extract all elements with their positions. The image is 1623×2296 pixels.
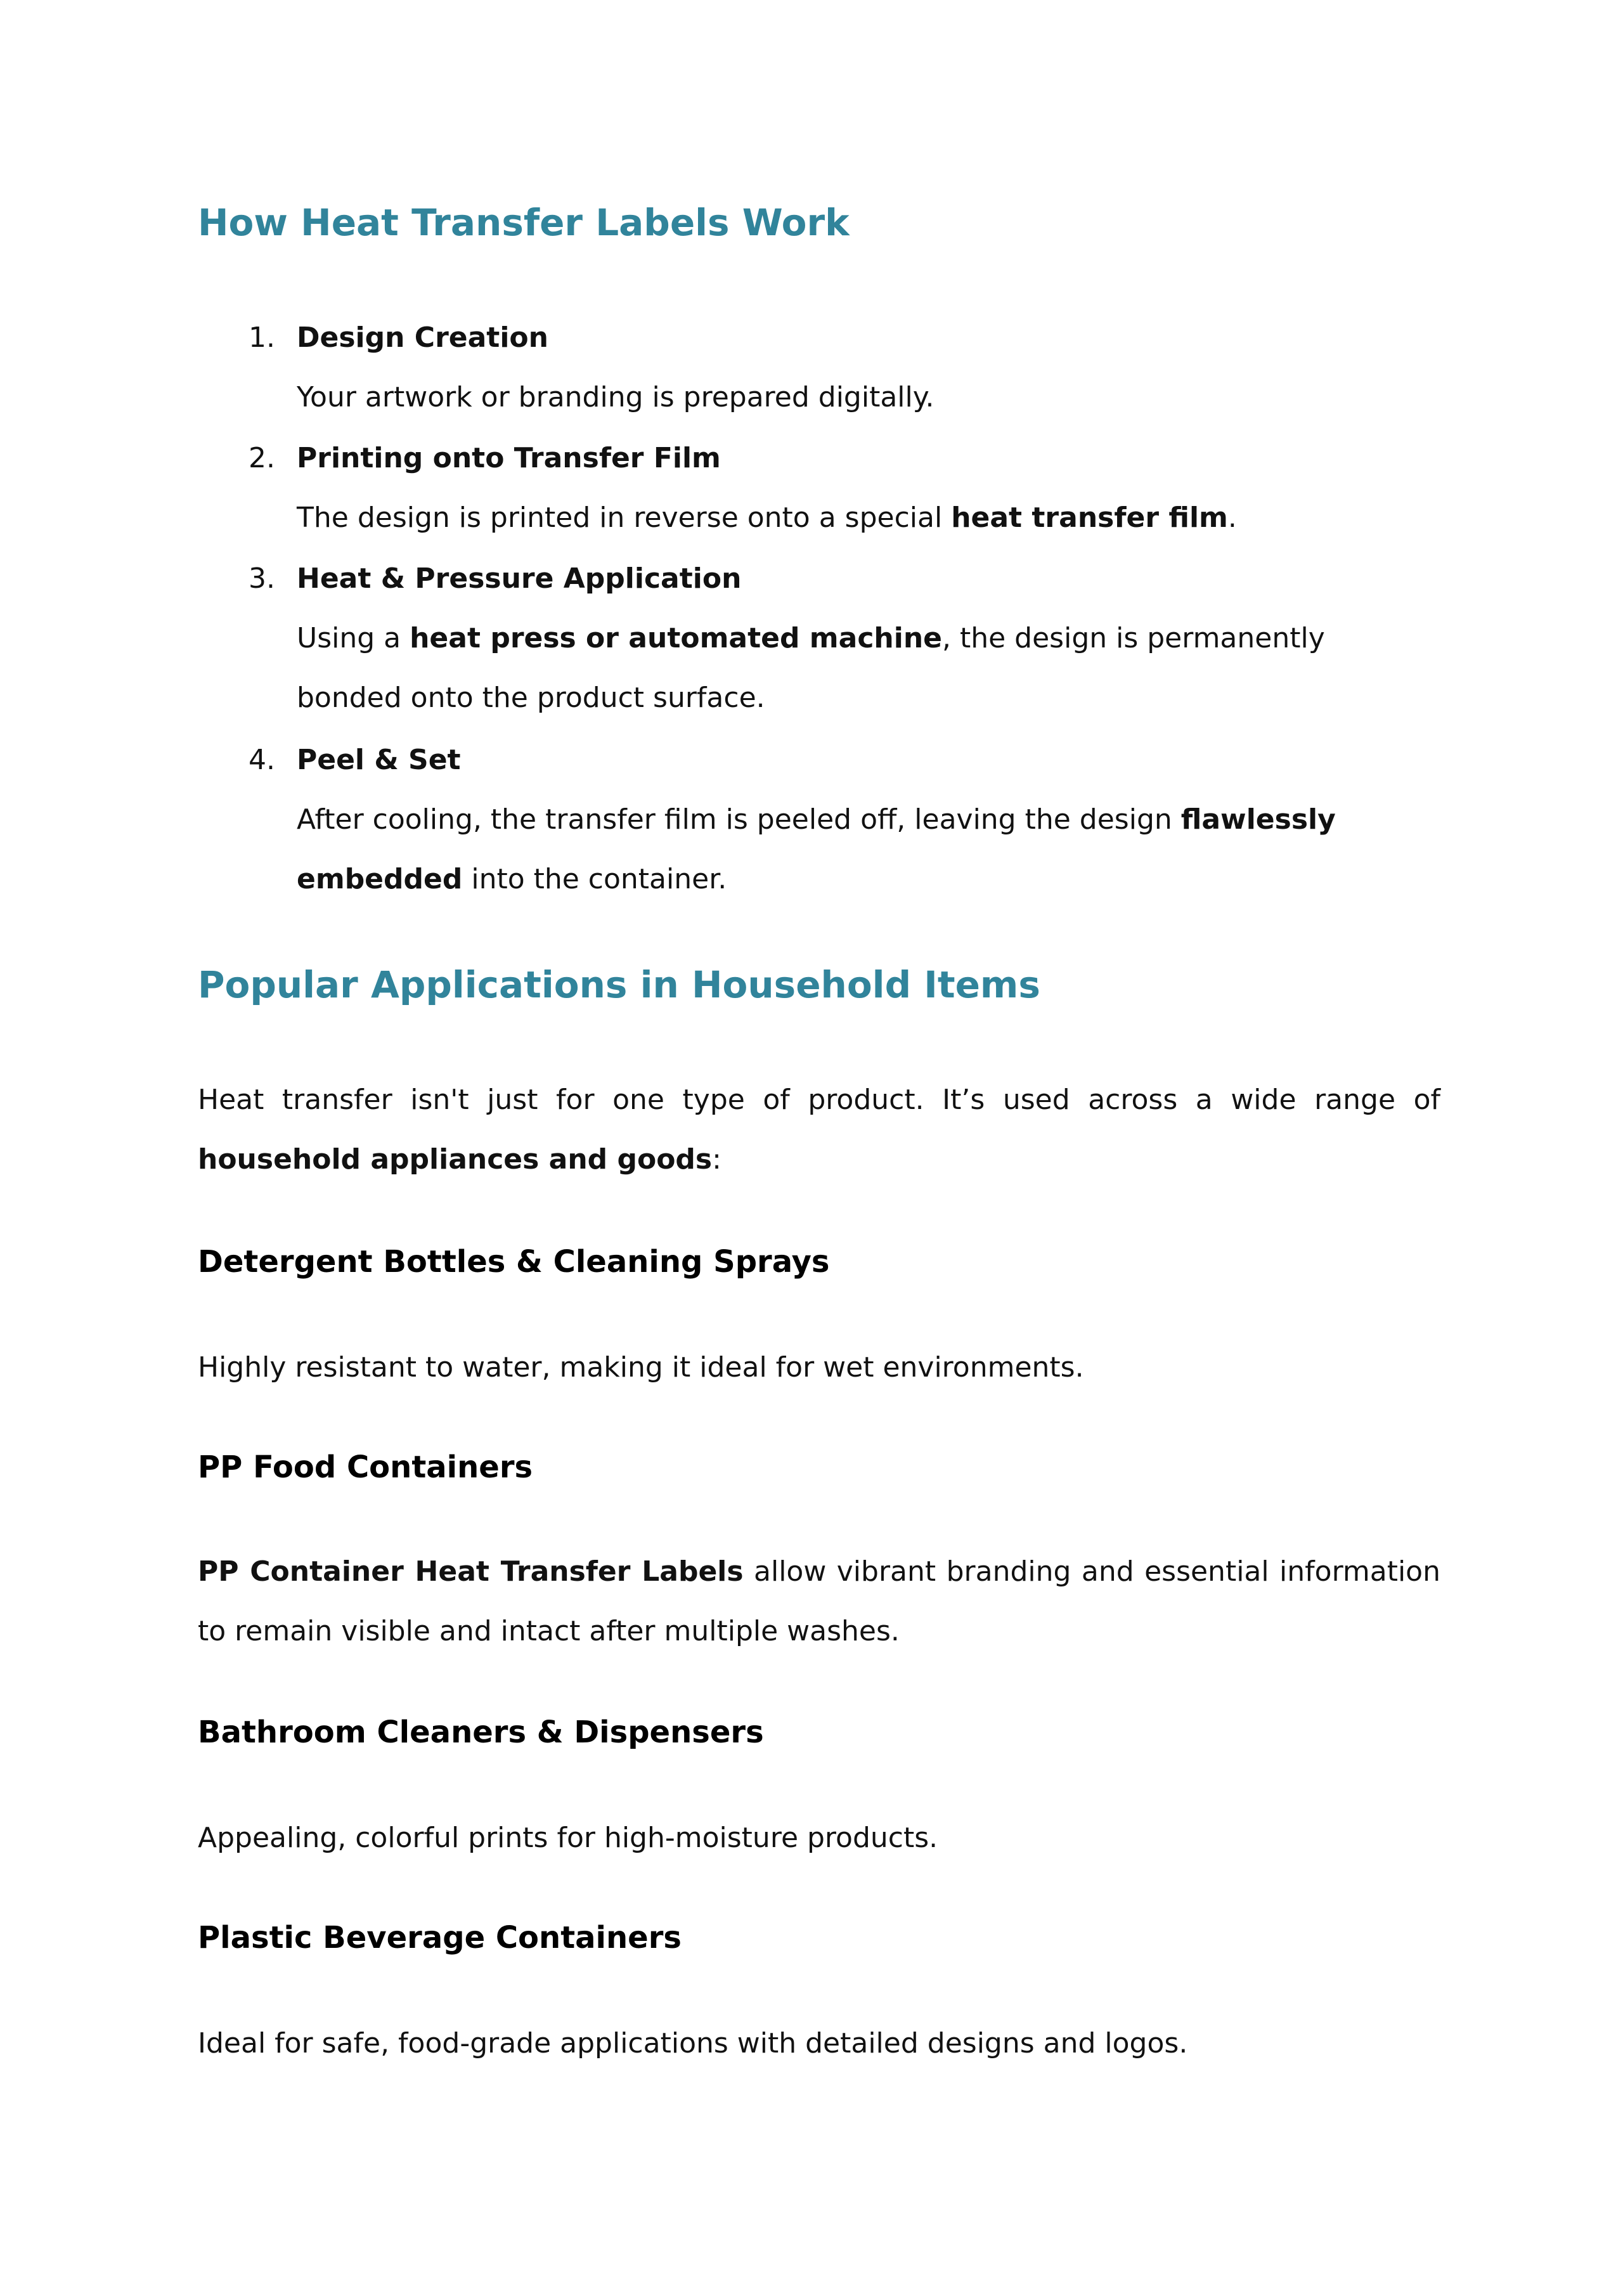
subheading-plastic-beverage: Plastic Beverage Containers — [198, 1920, 682, 1955]
bold-text-run: PP Container Heat Transfer Labels — [198, 1555, 744, 1588]
text-run: , the design is permanently bonded onto the product surface. — [297, 622, 1325, 714]
list-item-body — [297, 488, 1438, 548]
subheading-detergent-bottles: Detergent Bottles & Cleaning Sprays — [198, 1244, 830, 1280]
paragraph-plastic-beverage — [198, 2014, 1440, 2073]
paragraph-pp-food-containers — [198, 1542, 1440, 1661]
text-run: After cooling, the transfer film is peeled off, leaving the design — [297, 803, 1181, 836]
list-number: 1. — [249, 321, 275, 354]
text-run: Highly resistant to water, making it ideal for wet environments. — [198, 1351, 1084, 1384]
subheading-pp-food-containers: PP Food Containers — [198, 1450, 533, 1485]
list-item-body — [297, 368, 1438, 427]
list-item-title: Heat & Pressure Application — [297, 562, 742, 595]
list-item-body — [297, 790, 1438, 909]
list-item-title: Printing onto Transfer Film — [297, 442, 721, 474]
text-run: allow vibrant branding and essential information to remain visible and intact after multiple washes. — [198, 1555, 1440, 1647]
subheading-bathroom-cleaners: Bathroom Cleaners & Dispensers — [198, 1715, 764, 1750]
section-heading-applications: Popular Applications in Household Items — [198, 963, 1040, 1006]
list-number: 3. — [249, 562, 275, 595]
intro-paragraph — [198, 1070, 1440, 1190]
paragraph-detergent-bottles — [198, 1338, 1440, 1398]
section-heading-how-it-works: How Heat Transfer Labels Work — [198, 201, 850, 244]
text-run: Your artwork or branding is prepared digitally. — [297, 381, 934, 413]
text-run: into the container. — [462, 863, 727, 895]
text-run: : — [712, 1143, 721, 1176]
list-item-body — [297, 609, 1438, 728]
bold-text-run: heat press or automated machine — [410, 622, 942, 654]
text-run: Ideal for safe, food-grade applications with detailed designs and logos. — [198, 2027, 1188, 2059]
bold-text-run: household appliances and goods — [198, 1143, 713, 1176]
bold-text-run: flawlessly embedded — [297, 803, 1336, 895]
list-item-title: Peel & Set — [297, 744, 461, 776]
text-run: Appealing, colorful prints for high-moisture products. — [198, 1822, 938, 1854]
list-number: 4. — [249, 744, 275, 776]
text-run: The design is printed in reverse onto a special — [297, 502, 952, 534]
text-run: Heat transfer isn't just for one type of product. It’s used across a wide range of — [198, 1084, 1440, 1116]
list-item-title: Design Creation — [297, 321, 548, 354]
bold-text-run: heat transfer film — [951, 502, 1228, 534]
text-run: . — [1227, 502, 1237, 534]
text-run: Using a — [297, 622, 410, 654]
paragraph-bathroom-cleaners — [198, 1808, 1440, 1868]
list-number: 2. — [249, 442, 275, 474]
